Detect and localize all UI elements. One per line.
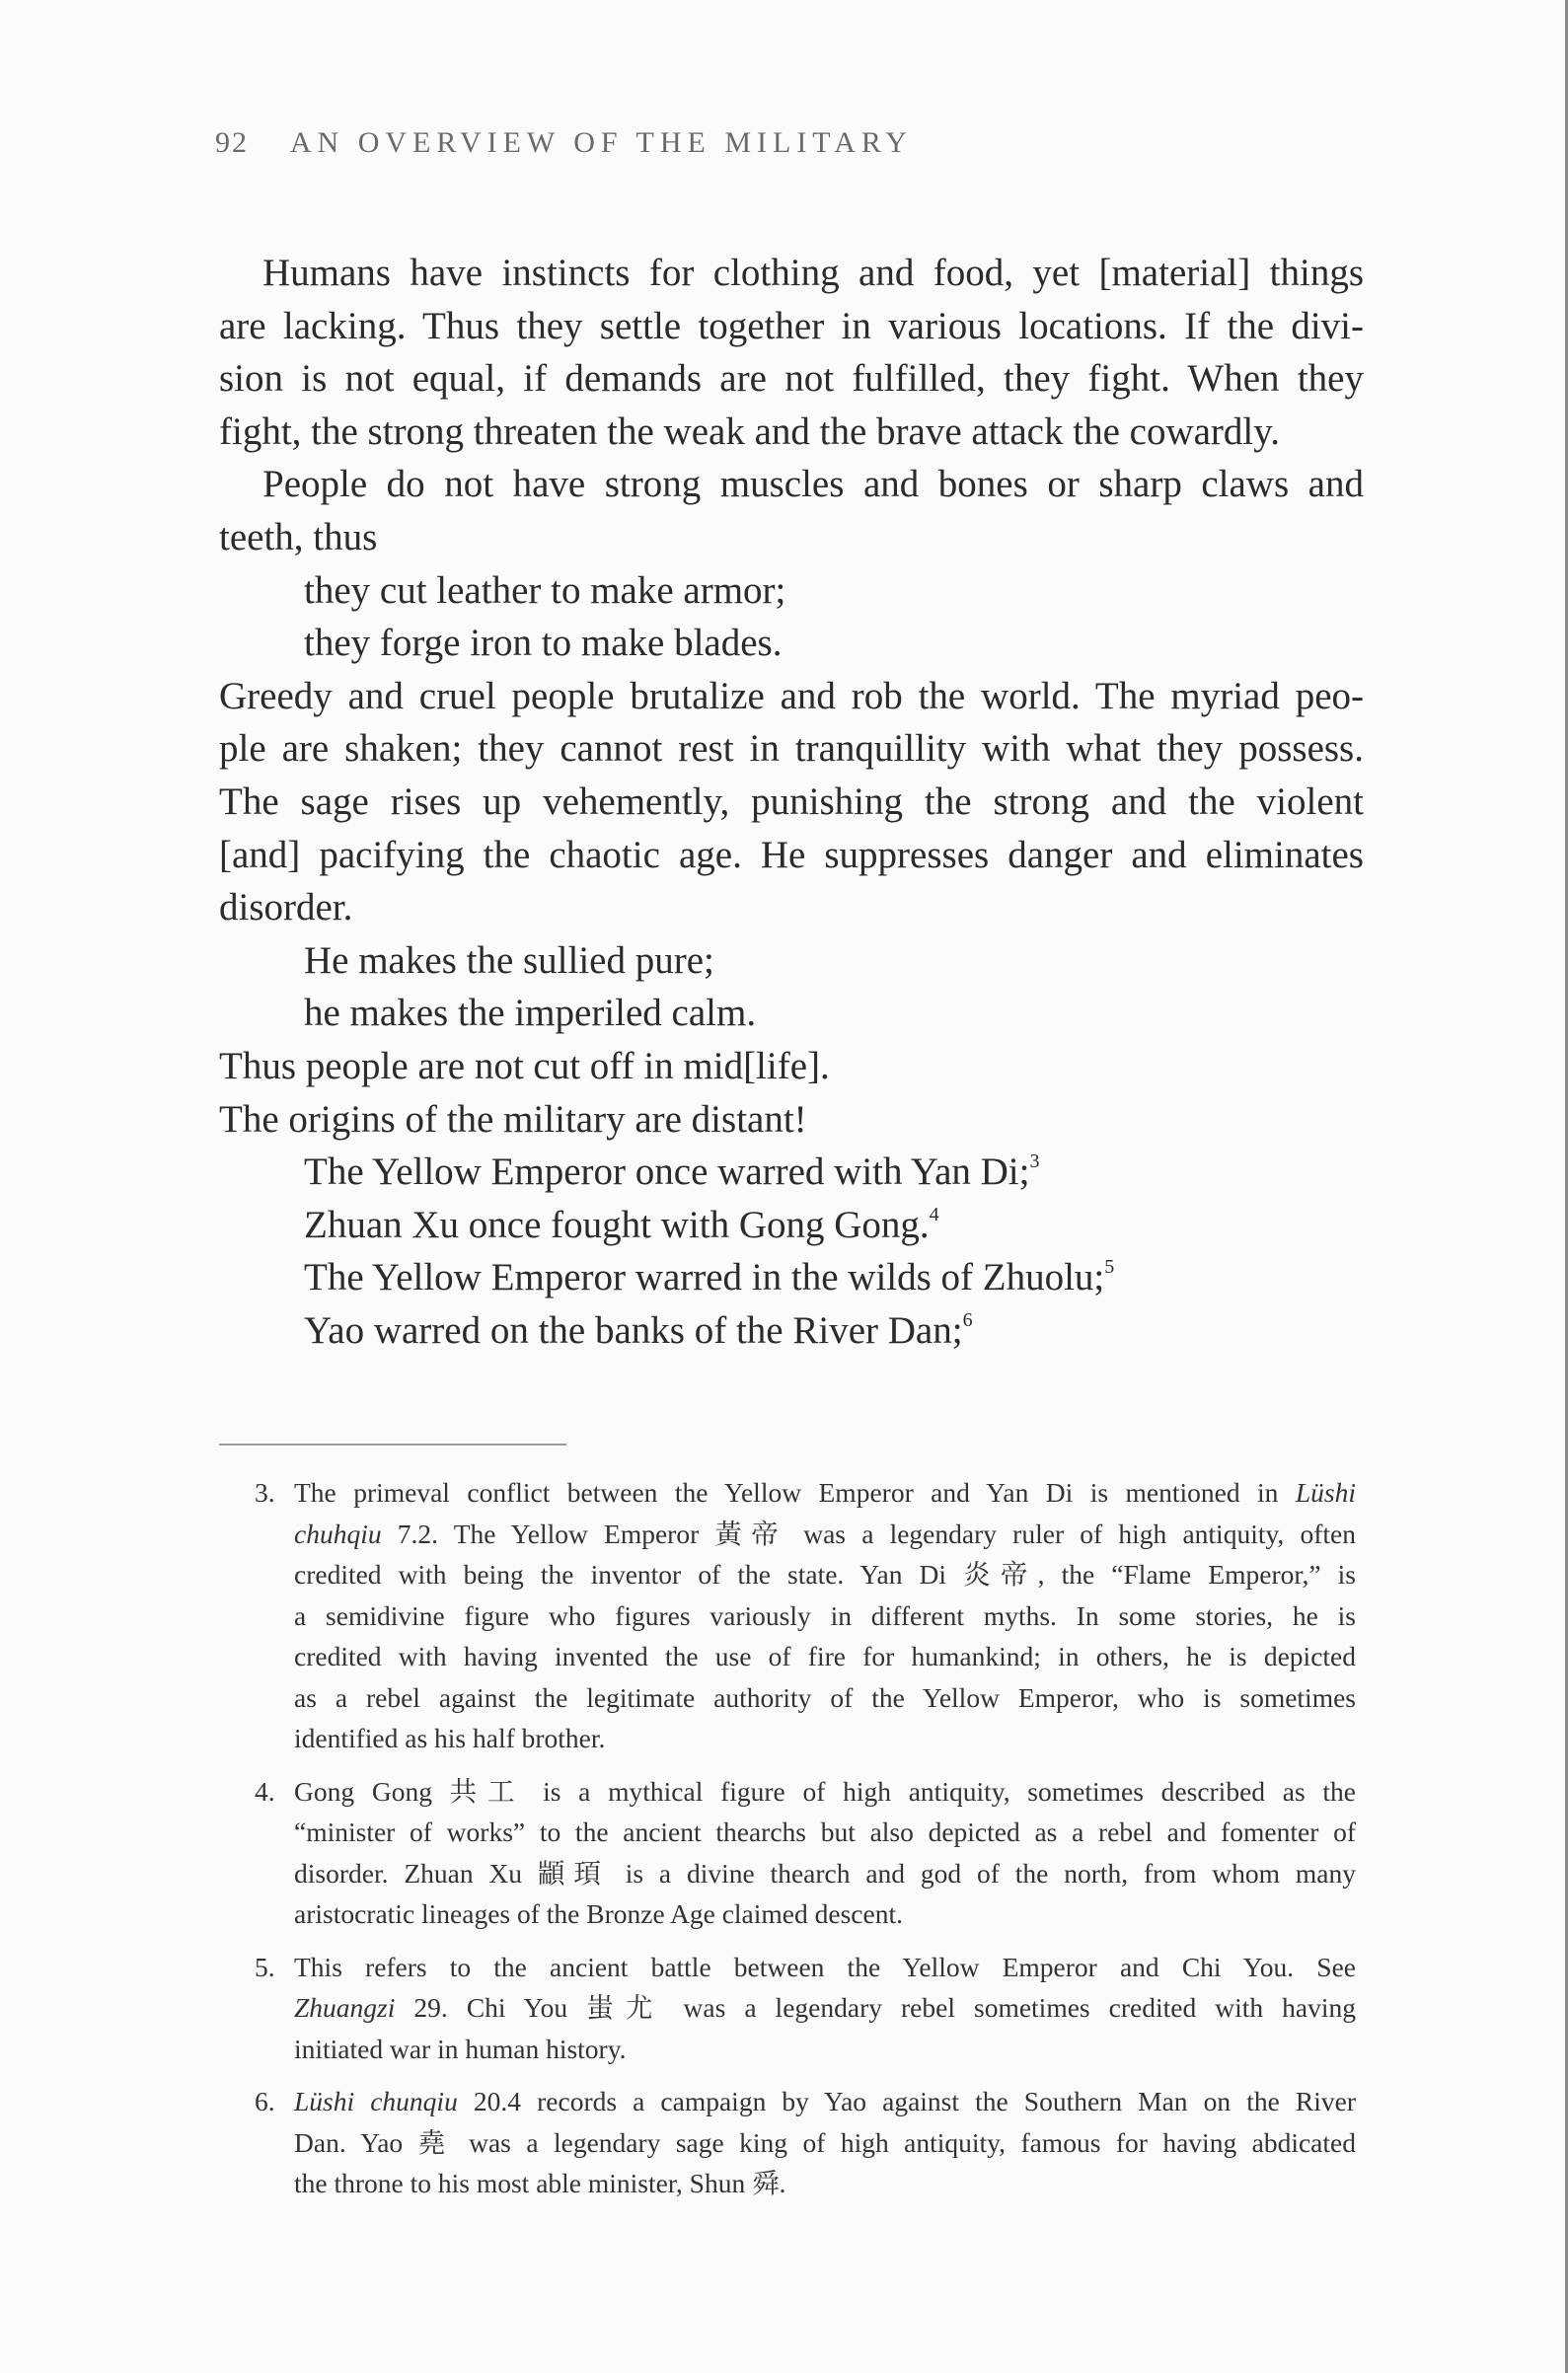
text-line-content: The Yellow Emperor warred in the wilds of Zhuolu; [304, 1256, 1105, 1299]
footnote-number: 4. [255, 1775, 275, 1807]
text-line [219, 1146, 1364, 1199]
footnote-text: The primeval conflict between the Yellow Emperor and Yan Di is mentioned in [294, 1477, 1296, 1508]
text-line-content: fight, the strong threaten the weak and the brave attack the cowardly. [219, 409, 1280, 453]
footnote-marker[interactable]: 6 [962, 1308, 973, 1331]
footnote-text: This refers to the ancient battle between the Yellow Emperor and Chi You. See [294, 1951, 1356, 1982]
footnote-text: the throne to his most able minister, Shun 舜. [294, 2168, 786, 2198]
text-line [219, 1251, 1364, 1304]
text-line [219, 1040, 1364, 1093]
text-line [219, 458, 1364, 511]
text-line-content: they forge iron to make blades. [304, 622, 783, 665]
footnote [255, 1947, 1356, 2070]
text-line [219, 829, 1364, 882]
text-line [219, 722, 1364, 776]
text-line-content: he makes the imperiled calm. [304, 992, 757, 1035]
footnote-line [294, 2163, 1356, 2204]
footnote-line [294, 1771, 1356, 1813]
footnote-line [294, 1636, 1356, 1677]
footnote-text: disorder. Zhuan Xu 顓頊 is a divine thearch and god of the north, from whom many [294, 1857, 1356, 1889]
footnote-marker[interactable]: 5 [1104, 1256, 1115, 1279]
text-line [219, 247, 1364, 300]
italic-title: chuhqiu [294, 1518, 382, 1549]
footnote-line [294, 2122, 1356, 2164]
text-line [219, 881, 1364, 934]
italic-title: Lüshi chunqiu [294, 2086, 458, 2116]
text-line [219, 617, 1364, 670]
text-line [219, 776, 1364, 829]
footnote [255, 2081, 1356, 2204]
text-line-content: People do not have strong muscles and bones or sharp claws and [262, 463, 1364, 506]
footnote-text: identified as his half brother. [294, 1723, 606, 1753]
footnote-line [294, 1812, 1356, 1853]
text-line-content: ple are shaken; they cannot rest in tranquillity with what they possess. [219, 727, 1364, 771]
text-line [219, 564, 1364, 618]
text-line [219, 670, 1364, 723]
footnote-number: 6. [255, 2086, 275, 2116]
footnote-text: as a rebel against the legitimate authority of the Yellow Emperor, who is sometimes [294, 1681, 1356, 1713]
text-line [219, 1093, 1364, 1147]
text-line [219, 352, 1364, 406]
text-line-content: sion is not equal, if demands are not fulfilled, they fight. When they [219, 357, 1364, 401]
footnote-text: 29. Chi You 蚩尤 was a legendary rebel sometimes credited with having [395, 1992, 1356, 2023]
footnote-text: initiated war in human history. [294, 2033, 627, 2064]
footnote-text: 20.4 records a campaign by Yao against the Southern Man on the River [457, 2086, 1357, 2116]
footnote-line [294, 1718, 1356, 1759]
text-line [219, 1304, 1364, 1358]
footnote [255, 1472, 1356, 1759]
footnotes [255, 1472, 1356, 2216]
footnote-text: Dan. Yao 堯 was a legendary sage king of high antiquity, famous for having abdicated [294, 2126, 1356, 2158]
footnote-number: 3. [255, 1477, 275, 1508]
footnote-number: 5. [255, 1951, 275, 1982]
footnote-marker[interactable]: 3 [1029, 1150, 1040, 1173]
text-line-content: disorder. [219, 886, 353, 929]
footnote-line [294, 1987, 1356, 2029]
italic-title: Zhuangzi [294, 1992, 396, 2023]
footnote-marker[interactable]: 4 [929, 1203, 939, 1225]
footnote-line [294, 1947, 1356, 1988]
text-line-content: are lacking. Thus they settle together in various locations. If the divi- [219, 304, 1364, 347]
text-line [219, 934, 1364, 988]
text-line-content: The origins of the military are distant! [219, 1097, 807, 1141]
text-line-content: Zhuan Xu once fought with Gong Gong. [304, 1203, 930, 1246]
footnote-line [294, 1853, 1356, 1894]
text-line-content: [and] pacifying the chaotic age. He suppresses danger and eliminates [219, 833, 1364, 876]
text-line-content: The Yellow Emperor once warred with Yan Di; [304, 1150, 1030, 1194]
footnote-line [294, 1677, 1356, 1719]
footnote-text: a semidivine figure who figures variously in different myths. In some stories, he is [294, 1599, 1356, 1631]
text-line [219, 1199, 1364, 1252]
footnote-line [294, 1554, 1356, 1595]
italic-title: Lüshi [1295, 1477, 1356, 1508]
main-text [219, 247, 1364, 1357]
footnote-text: credited with having invented the use of fire for humankind; in others, he is depicted [294, 1641, 1356, 1671]
footnote-rule [219, 1444, 566, 1446]
text-line [219, 987, 1364, 1040]
page-number: 92 [215, 126, 249, 159]
text-line-content: The sage rises up vehemently, punishing the strong and the violent [219, 779, 1364, 823]
footnote-line [294, 1595, 1356, 1637]
text-line-content: they cut leather to make armor; [304, 568, 786, 612]
running-title: AN OVERVIEW OF THE MILITARY [289, 126, 913, 159]
footnote [255, 1771, 1356, 1935]
text-line-content: Humans have instincts for clothing and food, yet [material] things [262, 252, 1364, 294]
footnote-line [294, 2081, 1356, 2122]
text-line-content: Greedy and cruel people brutalize and rob the world. The myriad peo- [219, 674, 1364, 717]
footnote-text: Gong Gong 共工 is a mythical figure of high antiquity, sometimes described as the [294, 1775, 1356, 1807]
text-line-content: He makes the sullied pure; [304, 938, 714, 982]
text-line-content: Yao warred on the banks of the River Dan; [304, 1308, 963, 1352]
text-line-content: teeth, thus [219, 515, 378, 558]
footnote-text: aristocratic lineages of the Bronze Age claimed descent. [294, 1898, 903, 1929]
footnote-line [294, 1514, 1356, 1555]
text-line [219, 300, 1364, 353]
footnote-line [294, 1893, 1356, 1935]
footnote-line [294, 2029, 1356, 2070]
footnote-text: credited with being the inventor of the state. Yan Di 炎帝, the “Flame Emperor,” is [294, 1559, 1356, 1590]
footnote-text: 7.2. The Yellow Emperor 黃帝 was a legendary ruler of high antiquity, often [381, 1518, 1356, 1549]
text-line [219, 406, 1364, 459]
text-line-content: Thus people are not cut off in mid[life]. [219, 1044, 830, 1087]
footnote-text: “minister of works” to the ancient thearchs but also depicted as a rebel and fomenter of [294, 1817, 1356, 1847]
running-header [215, 126, 913, 160]
text-line [219, 511, 1364, 564]
footnote-line [294, 1472, 1356, 1514]
